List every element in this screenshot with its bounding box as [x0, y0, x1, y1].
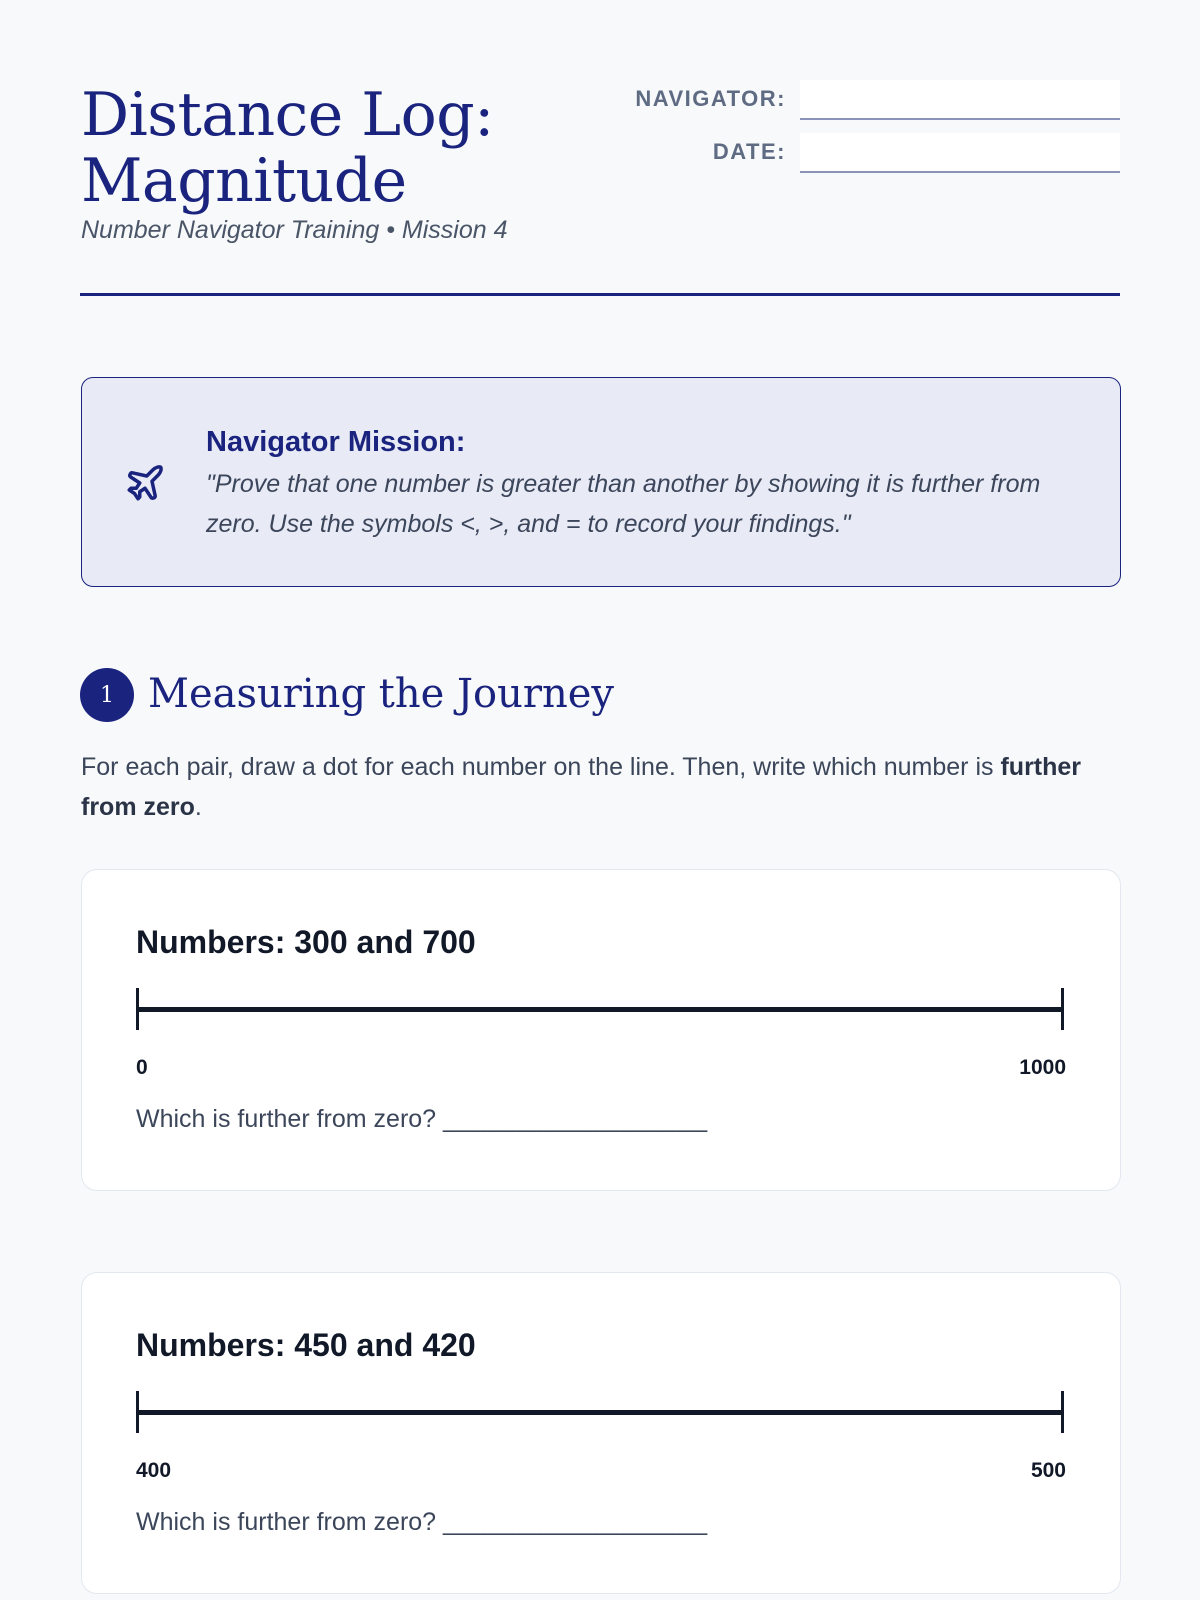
number-line-max-label: 1000	[1019, 1056, 1066, 1079]
number-line[interactable]	[136, 1391, 1064, 1433]
problem-question: Which is further from zero? ___________________	[136, 1105, 708, 1133]
navigator-input[interactable]	[800, 80, 1120, 120]
title-line-1: Distance Log:	[81, 80, 494, 150]
section-instructions	[81, 747, 1121, 827]
number-line-min-label: 0	[136, 1056, 148, 1079]
instructions-end: .	[194, 793, 202, 821]
navigator-field-row	[600, 78, 1120, 120]
number-line-max-label: 500	[1030, 1459, 1066, 1482]
page-title	[81, 82, 494, 214]
problem-card-1	[81, 869, 1121, 1191]
instructions-emphasis: further from zero	[81, 753, 1082, 821]
title-line-2: Magnitude	[81, 146, 407, 216]
number-line-end-tick	[1061, 1391, 1064, 1433]
number-line[interactable]	[136, 988, 1064, 1030]
page-subtitle: Number Navigator Training • Mission 4	[81, 216, 508, 244]
problem-title: Numbers: 300 and 700	[136, 924, 476, 960]
airplane-icon	[124, 462, 166, 504]
number-line-end-tick	[1061, 988, 1064, 1030]
date-input[interactable]	[800, 133, 1120, 173]
mission-title: Navigator Mission:	[206, 426, 466, 458]
number-line-axis	[136, 1410, 1064, 1415]
number-line-min-label: 400	[136, 1459, 172, 1482]
number-line-axis	[136, 1007, 1064, 1012]
problem-card-2	[81, 1272, 1121, 1594]
problem-title: Numbers: 450 and 420	[136, 1327, 476, 1363]
header-fields	[600, 78, 1120, 184]
problem-question: Which is further from zero? ___________________	[136, 1508, 708, 1536]
header-divider	[80, 293, 1120, 296]
section-number-badge: 1	[80, 668, 134, 722]
section-title: Measuring the Journey	[148, 671, 615, 717]
mission-box	[81, 377, 1121, 587]
date-label: DATE:	[712, 139, 786, 164]
instructions-text: For each pair, draw a dot for each number on the line. Then, write which number is	[81, 753, 1001, 781]
date-field-row	[600, 131, 1120, 173]
mission-quote: "Prove that one number is greater than another by showing it is further from zero. Use the symbols <, >, and = to record your findings."	[206, 470, 1041, 538]
number-line-start-tick	[136, 988, 139, 1030]
navigator-label: NAVIGATOR:	[635, 86, 786, 111]
number-line-start-tick	[136, 1391, 139, 1433]
